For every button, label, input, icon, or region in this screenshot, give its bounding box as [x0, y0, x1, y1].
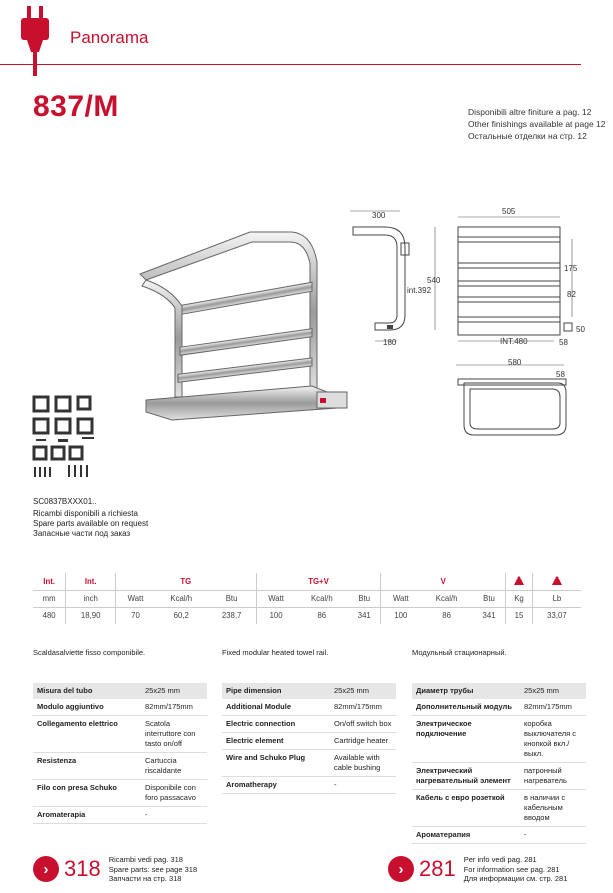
feature-row	[33, 753, 207, 780]
spare-line-en: Spare parts available on request	[33, 519, 149, 528]
feature-key: Electric connection	[222, 716, 330, 733]
feature-value: 82mm/175mm	[141, 699, 207, 716]
footer-line: Ricambi vedi pag. 318	[108, 855, 183, 864]
footer-line: Для информации см. стр. 281	[463, 874, 568, 883]
top-right-label: 58	[556, 370, 565, 379]
feature-value: патронный нагреватель	[520, 763, 586, 790]
front-gap2-label: 82	[567, 290, 576, 299]
feature-key: Диаметр трубы	[412, 683, 520, 699]
front-drawing	[452, 205, 592, 350]
feature-key: Кабель с евро розеткой	[412, 790, 520, 827]
value-cell: 341	[482, 611, 496, 621]
feature-value: 82mm/175mm	[330, 699, 396, 716]
feature-value: On/off switch box	[330, 716, 396, 733]
feature-key: Электрическое подключение	[412, 716, 520, 763]
front-right-label: 50	[576, 325, 585, 334]
chevron-right-icon[interactable]: ›	[33, 856, 59, 882]
feature-key: Modulo aggiuntivo	[33, 699, 141, 716]
spare-page-text	[109, 855, 197, 884]
feature-row	[412, 683, 586, 699]
unit-cell: Btu	[208, 590, 257, 607]
spare-code: SC0837BXXX01..	[33, 497, 97, 506]
feature-key: Filo con presa Schuko	[33, 780, 141, 807]
spare-parts-note	[33, 497, 148, 539]
header-tg: TG	[116, 573, 257, 590]
feature-value: -	[141, 807, 207, 824]
feature-row	[33, 780, 207, 807]
side-drawing	[345, 205, 445, 350]
finish-line-it: Disponibili altre finiture a pag. 12	[468, 107, 592, 117]
feature-value: в наличии с кабельным вводом	[520, 790, 586, 827]
side-height-label: 540	[427, 276, 441, 285]
footer-line: Spare parts: see page 318	[108, 864, 198, 874]
features-table-en	[222, 683, 396, 794]
feature-value: 25x25 mm	[330, 683, 396, 699]
feature-key: Ароматерапия	[412, 827, 520, 844]
feature-value: -	[330, 777, 396, 794]
feature-row	[222, 683, 396, 699]
info-page-number: 281	[419, 856, 456, 882]
unit-cell: Watt	[116, 590, 155, 607]
features-table-it	[33, 683, 207, 824]
feature-key: Additional Module	[222, 699, 330, 716]
feature-row	[222, 716, 396, 733]
info-page-text	[464, 855, 568, 884]
weight-lb-icon	[532, 573, 581, 590]
feature-row	[222, 733, 396, 750]
front-width-label: 505	[502, 207, 516, 216]
unit-cell: Kcal/h	[420, 590, 473, 607]
feature-row	[412, 790, 586, 827]
header-tgv: TG+V	[256, 573, 381, 590]
side-width-label: 300	[372, 211, 386, 220]
value-cell: 238,7	[221, 611, 242, 621]
header-int-mm: Int.	[33, 573, 66, 590]
feature-row	[33, 683, 207, 699]
spare-line-it: Ricambi disponibili a richiesta	[33, 509, 138, 518]
values-row	[33, 607, 581, 624]
value-cell: 33,07	[532, 607, 581, 624]
units-row	[33, 590, 581, 607]
brand-title: Panorama	[70, 28, 149, 47]
product-image	[132, 222, 357, 422]
description-ru: Модульный стационарный.	[412, 648, 507, 657]
spare-parts-icons	[30, 393, 110, 483]
feature-key: Wire and Schuko Plug	[222, 750, 330, 777]
feature-row	[222, 777, 396, 794]
footer-info-ref	[388, 855, 567, 884]
value-cell: 86	[442, 611, 451, 621]
value-cell: 341	[357, 611, 371, 621]
unit-cell: inch	[66, 590, 116, 607]
unit-cell: Kcal/h	[155, 590, 208, 607]
footer-line: Запчасти на стр. 318	[108, 874, 182, 883]
header-int-inch: Int.	[66, 573, 116, 590]
feature-value: 25x25 mm	[141, 683, 207, 699]
value-cell: 100	[256, 607, 295, 624]
spare-page-number: 318	[64, 856, 101, 882]
header-divider	[0, 64, 581, 65]
side-bottom-label: 180	[383, 338, 397, 347]
feature-value: Cartridge heater	[330, 733, 396, 750]
unit-cell: Btu	[473, 590, 506, 607]
feature-value: Available with cable bushing	[330, 750, 396, 777]
value-cell: 70	[116, 607, 155, 624]
spare-line-ru: Запасные части под заказ	[33, 529, 131, 538]
feature-value: Cartuccia riscaldante	[141, 753, 207, 780]
feature-row	[33, 699, 207, 716]
feature-row	[412, 716, 586, 763]
description-en: Fixed modular heated towel rail.	[222, 648, 329, 657]
unit-cell: mm	[33, 590, 66, 607]
value-cell: 15	[506, 607, 533, 624]
feature-row	[33, 716, 207, 753]
feature-row	[33, 807, 207, 824]
spec-table	[33, 573, 581, 624]
front-internal-label: INT.480	[500, 337, 528, 346]
feature-value: Scatola interruttore con tasto on/off	[141, 716, 207, 753]
feature-row	[412, 827, 586, 844]
front-bottom-right-label: 58	[559, 338, 568, 347]
model-title: 837/M	[33, 90, 119, 123]
finish-line-en: Other finishings available at page 12	[468, 119, 606, 129]
footer-line: For information see pag. 281	[463, 864, 560, 874]
plug-icon	[18, 6, 52, 76]
weight-kg-icon	[506, 573, 533, 590]
value-cell: 18,90	[66, 607, 116, 624]
description-it: Scaldasalviette fisso componibile.	[33, 648, 146, 657]
finish-line-ru: Остальные отделки на стр. 12	[468, 131, 587, 141]
feature-row	[222, 699, 396, 716]
footer-spare-ref	[33, 855, 197, 884]
feature-key: Pipe dimension	[222, 683, 330, 699]
value-cell: 60,2	[173, 611, 189, 621]
finishes-note	[468, 106, 606, 142]
feature-value: 82mm/175mm	[520, 699, 586, 716]
value-cell: 100	[381, 607, 420, 624]
feature-key: Дополнительный модуль	[412, 699, 520, 716]
unit-cell: Kcal/h	[296, 590, 349, 607]
features-table-ru	[412, 683, 586, 844]
feature-value: -	[520, 827, 586, 844]
feature-key: Collegamento elettrico	[33, 716, 141, 753]
feature-key: Misura del tubo	[33, 683, 141, 699]
feature-value: 25x25 mm	[520, 683, 586, 699]
feature-row	[412, 699, 586, 716]
unit-cell: Btu	[348, 590, 381, 607]
feature-key: Electric element	[222, 733, 330, 750]
feature-row	[222, 750, 396, 777]
feature-key: Aromaterapia	[33, 807, 141, 824]
feature-key: Электрический нагревательный элемент	[412, 763, 520, 790]
feature-value: Disponibile con foro passacavo	[141, 780, 207, 807]
chevron-right-icon[interactable]: ›	[388, 856, 414, 882]
unit-cell: Watt	[256, 590, 295, 607]
front-gap1-label: 175	[564, 264, 578, 273]
feature-row	[412, 763, 586, 790]
top-width-label: 580	[508, 358, 522, 367]
side-internal-label: int.392	[407, 286, 432, 295]
unit-cell: Watt	[381, 590, 420, 607]
unit-cell: Kg	[506, 590, 533, 607]
header-v: V	[381, 573, 506, 590]
feature-key: Resistenza	[33, 753, 141, 780]
feature-key: Aromatherapy	[222, 777, 330, 794]
footer-line: Per info vedi pag. 281	[463, 855, 537, 864]
feature-value: коробка выключателя с кнопкой вкл./выкл.	[520, 716, 586, 763]
top-drawing	[452, 355, 577, 445]
value-cell: 86	[317, 611, 327, 621]
value-cell: 480	[42, 611, 56, 621]
unit-cell: Lb	[532, 590, 581, 607]
